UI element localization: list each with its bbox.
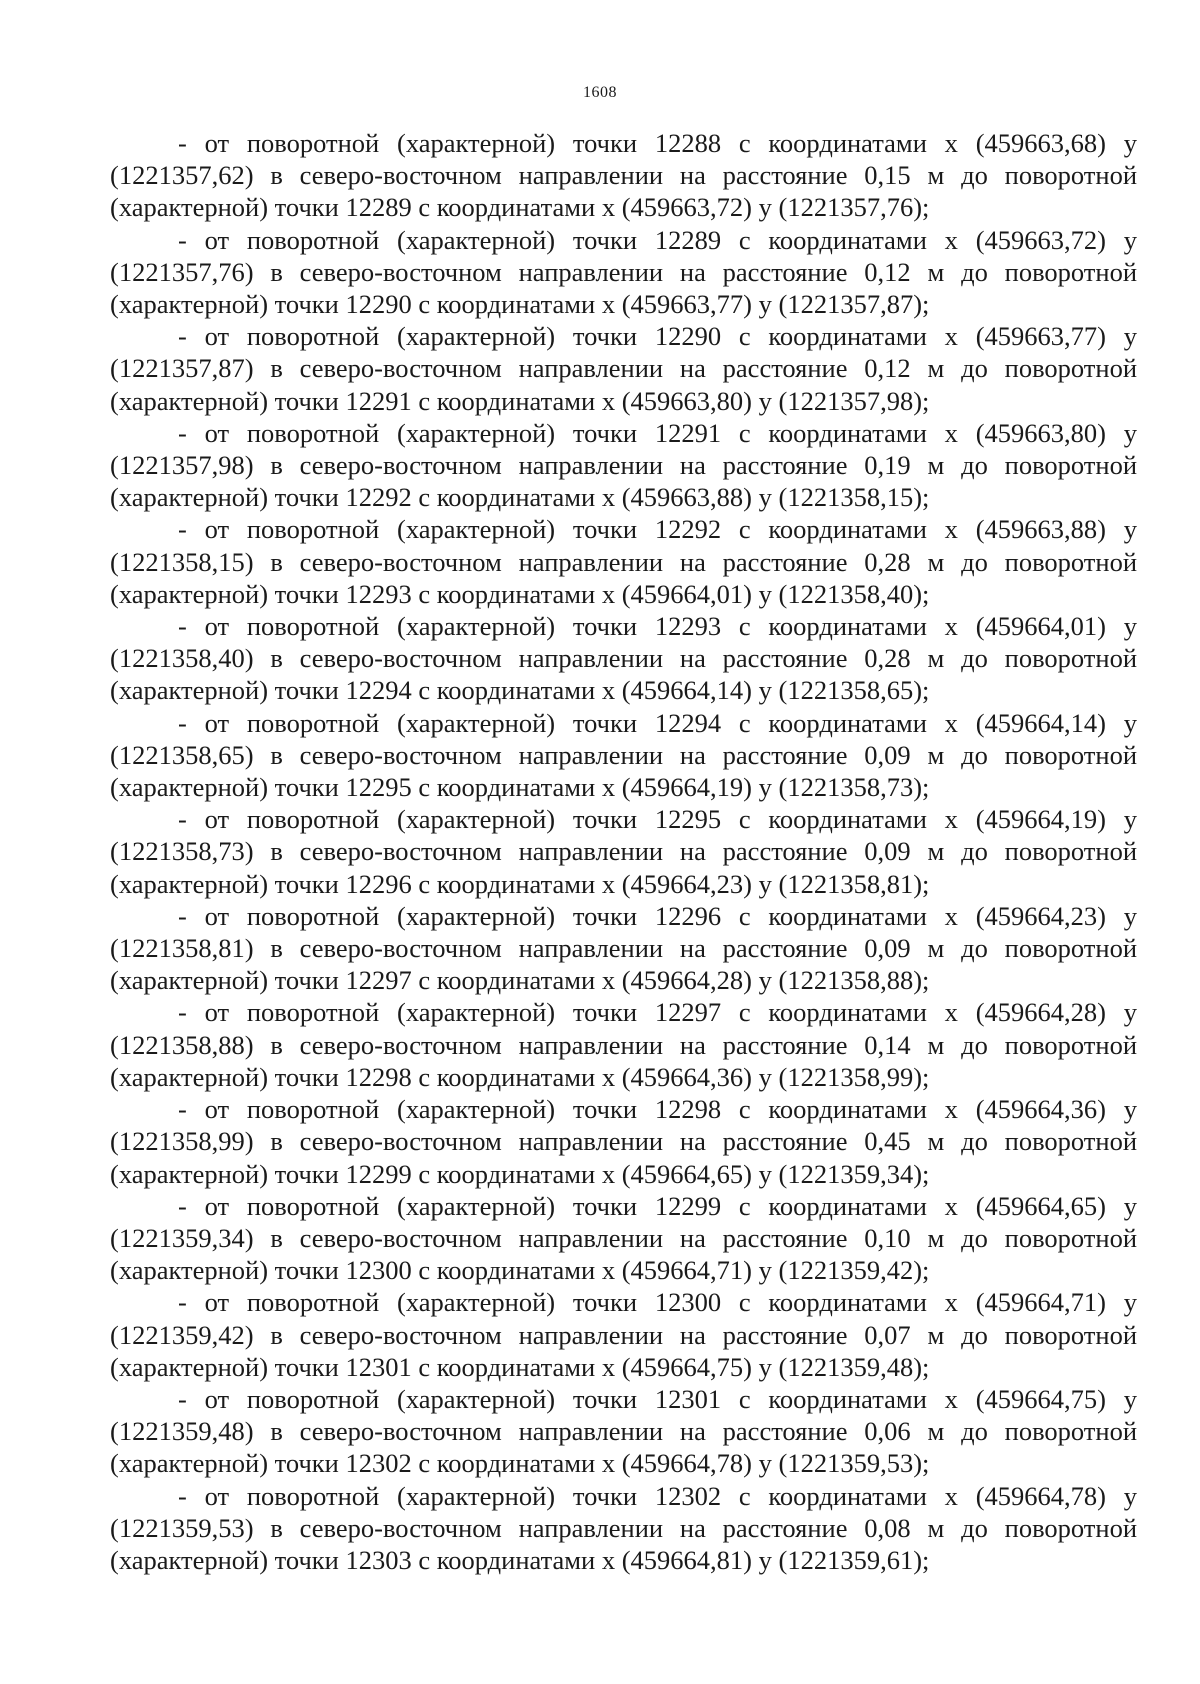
boundary-segment-paragraph: - от поворотной (характерной) точки 12295 с координатами х (459664,19) у (1221358,73) в северо-восточном направлении на расстояние 0,09 м до поворотной (характерной) точки 12296 с координатами х (459664,23) у (1221358,81); [110, 804, 1137, 899]
boundary-segment-paragraph: - от поворотной (характерной) точки 12292 с координатами х (459663,88) у (1221358,15) в северо-восточном направлении на расстояние 0,28 м до поворотной (характерной) точки 12293 с координатами х (459664,01) у (1221358,40); [110, 514, 1137, 609]
boundary-segment-paragraph: - от поворотной (характерной) точки 12298 с координатами х (459664,36) у (1221358,99) в северо-восточном направлении на расстояние 0,45 м до поворотной (характерной) точки 12299 с координатами х (459664,65) у (1221359,34); [110, 1094, 1137, 1189]
boundary-segment-paragraph: - от поворотной (характерной) точки 12296 с координатами х (459664,23) у (1221358,81) в северо-восточном направлении на расстояние 0,09 м до поворотной (характерной) точки 12297 с координатами х (459664,28) у (1221358,88); [110, 900, 1137, 996]
boundary-segment-paragraph: - от поворотной (характерной) точки 12291 с координатами х (459663,80) у (1221357,98) в северо-восточном направлении на расстояние 0,19 м до поворотной (характерной) точки 12292 с координатами х (459663,88) у (1221358,15); [110, 417, 1137, 513]
boundary-segment-paragraph: - от поворотной (характерной) точки 12297 с координатами х (459664,28) у (1221358,88) в северо-восточном направлении на расстояние 0,14 м до поворотной (характерной) точки 12298 с координатами х (459664,36) у (1221358,99); [110, 997, 1137, 1092]
boundary-segment-paragraph: - от поворотной (характерной) точки 12300 с координатами х (459664,71) у (1221359,42) в северо-восточном направлении на расстояние 0,07 м до поворотной (характерной) точки 12301 с координатами х (459664,75) у (1221359,48); [110, 1287, 1137, 1382]
boundary-segment-paragraph: - от поворотной (характерной) точки 12289 с координатами х (459663,72) у (1221357,76) в северо-восточном направлении на расстояние 0,12 м до поворотной (характерной) точки 12290 с координатами х (459663,77) у (1221357,87); [110, 224, 1137, 320]
boundary-segment-paragraph: - от поворотной (характерной) точки 12302 с координатами х (459664,78) у (1221359,53) в северо-восточном направлении на расстояние 0,08 м до поворотной (характерной) точки 12303 с координатами х (459664,81) у (1221359,61); [110, 1480, 1137, 1575]
document-body [110, 127, 1137, 1576]
boundary-segment-paragraph: - от поворотной (характерной) точки 12290 с координатами х (459663,77) у (1221357,87) в северо-восточном направлении на расстояние 0,12 м до поворотной (характерной) точки 12291 с координатами х (459663,80) у (1221357,98); [110, 321, 1137, 416]
boundary-segment-paragraph: - от поворотной (характерной) точки 12293 с координатами х (459664,01) у (1221358,40) в северо-восточном направлении на расстояние 0,28 м до поворотной (характерной) точки 12294 с координатами х (459664,14) у (1221358,65); [110, 611, 1137, 706]
boundary-segment-paragraph: - от поворотной (характерной) точки 12299 с координатами х (459664,65) у (1221359,34) в северо-восточном направлении на расстояние 0,10 м до поворотной (характерной) точки 12300 с координатами х (459664,71) у (1221359,42); [110, 1190, 1137, 1286]
boundary-segment-paragraph: - от поворотной (характерной) точки 12301 с координатами х (459664,75) у (1221359,48) в северо-восточном направлении на расстояние 0,06 м до поворотной (характерной) точки 12302 с координатами х (459664,78) у (1221359,53); [110, 1383, 1137, 1479]
boundary-segment-paragraph: - от поворотной (характерной) точки 12288 с координатами х (459663,68) у (1221357,62) в северо-восточном направлении на расстояние 0,15 м до поворотной (характерной) точки 12289 с координатами х (459663,72) у (1221357,76); [110, 128, 1137, 223]
boundary-segment-paragraph: - от поворотной (характерной) точки 12294 с координатами х (459664,14) у (1221358,65) в северо-восточном направлении на расстояние 0,09 м до поворотной (характерной) точки 12295 с координатами х (459664,19) у (1221358,73); [110, 707, 1137, 803]
page-number: 1608 [583, 84, 617, 101]
